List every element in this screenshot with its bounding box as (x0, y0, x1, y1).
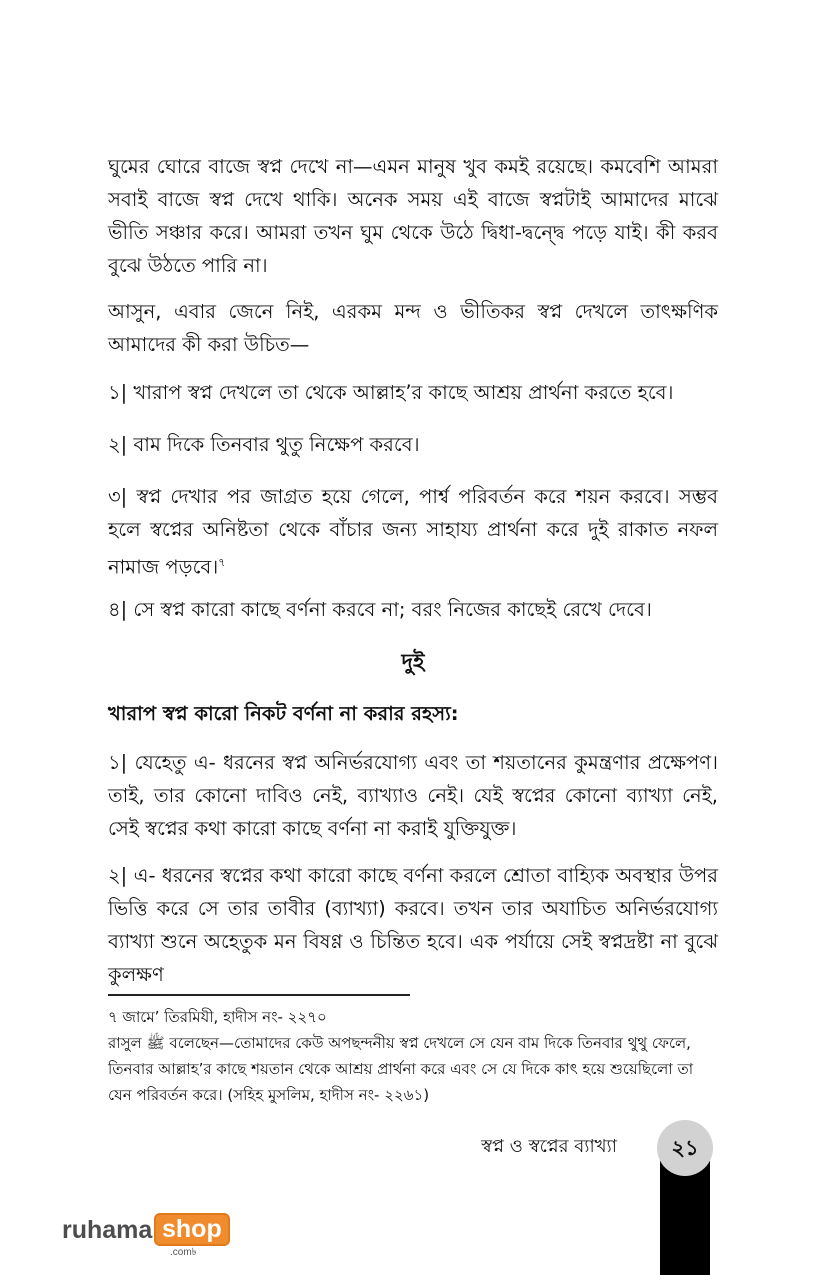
list-item-3-text: ৩| স্বপ্ন দেখার পর জাগ্রত হয়ে গেলে, পার্শ্ব পরিবর্তন করে শয়ন করবে। সম্ভব হলে স্বপ্নের অনিষ্টতা থেকে বাঁচার জন্য সাহায্য প্রার্থনা করে দুই রাকাত নফল নামাজ পড়বে। (108, 485, 718, 579)
footnote-2: রাসুল ﷺ বলেছেন—তোমাদের কেউ অপছন্দনীয় স্বপ্ন দেখলে সে যেন বাম দিকে তিনবার থুথু ফেলে, তিনবার আল্লাহ’র কাছে শয়তান থেকে আশ্রয় প্রার্থনা করে এবং সে যে দিকে কাৎ হয়ে শুয়েছিলো তা যেন পরিবর্তন করে। (সহিহ মুসলিম, হাদীস নং- ২২৬১) (108, 1034, 694, 1104)
section-heading: দুই (401, 650, 425, 675)
list-item-1: ১| খারাপ স্বপ্ন দেখলে তা থেকে আল্লাহ’র কাছে আশ্রয় প্রার্থনা করতে হবে। (108, 381, 674, 404)
list-item-3 (108, 480, 718, 584)
running-footer-title: স্বপ্ন ও স্বপ্নের ব্যাখ্যা (481, 1136, 617, 1157)
paragraph-intro: ঘুমের ঘোরে বাজে স্বপ্ন দেখে না—এমন মানুষ খুব কমই রয়েছে। কমবেশি আমরা সবাই বাজে স্বপ্ন দেখে থাকি। অনেক সময় এই বাজে স্বপ্নটাই আমাদের মাঝে ভীতি সঞ্চার করে। আমরা তখন ঘুম থেকে উঠে দ্বিধা-দ্বন্দ্বে পড়ে যাই। কী করব বুঝে উঠতে পারি না। (108, 155, 718, 277)
paragraph-question: আসুন, এবার জেনে নিই, এরকম মন্দ ও ভীতিকর স্বপ্ন দেখলে তাৎক্ষণিক আমাদের কী করা উচিত— (108, 300, 718, 356)
logo-text-com: .com৳ (170, 1247, 197, 1258)
logo-text-ruhama: ruhama (62, 1216, 153, 1244)
list-item-4: ৪| সে স্বপ্ন কারো কাছে বর্ণনা করবে না; বরং নিজের কাছেই রেখে দেবে। (108, 598, 652, 621)
subsection-heading: খারাপ স্বপ্ন কারো নিকট বর্ণনা না করার রহস্য: (108, 702, 459, 725)
list-item-2: ২| বাম দিকে তিনবার থুতু নিক্ষেপ করবে। (108, 433, 420, 456)
footnote-1: ৭ জামে’ তিরমিযী, হাদীস নং- ২২৭০ (108, 1008, 327, 1026)
logo-text-shop: shop (154, 1213, 230, 1246)
footnote-divider (108, 994, 410, 996)
footnote-ref[interactable]: ৭ (218, 556, 226, 569)
reason-item-1: ১| যেহেতু এ- ধরনের স্বপ্ন অনির্ভরযোগ্য এবং তা শয়তানের কুমন্ত্রণার প্রক্ষেপণ। তাই, তার কোনো দাবিও নেই, ব্যাখ্যাও নেই। যেই স্বপ্নের কোনো ব্যাখ্যা নেই, সেই স্বপ্নের কথা কারো কাছে বর্ণনা না করাই যুক্তিযুক্ত। (108, 751, 718, 840)
page-number: ২১ (657, 1120, 713, 1176)
reason-item-2: ২| এ- ধরনের স্বপ্নের কথা কারো কাছে বর্ণনা করলে শ্রোতা বাহ্যিক অবস্থার উপর ভিত্তি করে সে তার তাবীর (ব্যাখ্যা) করবে। তখন তার অযাচিত অনির্ভরযোগ্য ব্যাখ্যা শুনে অহেতুক মন বিষণ্ণ ও চিন্তিত হবে। এক পর্যায়ে সেই স্বপ্নদ্রষ্টা না বুঝে কুলক্ষণ (108, 864, 718, 986)
